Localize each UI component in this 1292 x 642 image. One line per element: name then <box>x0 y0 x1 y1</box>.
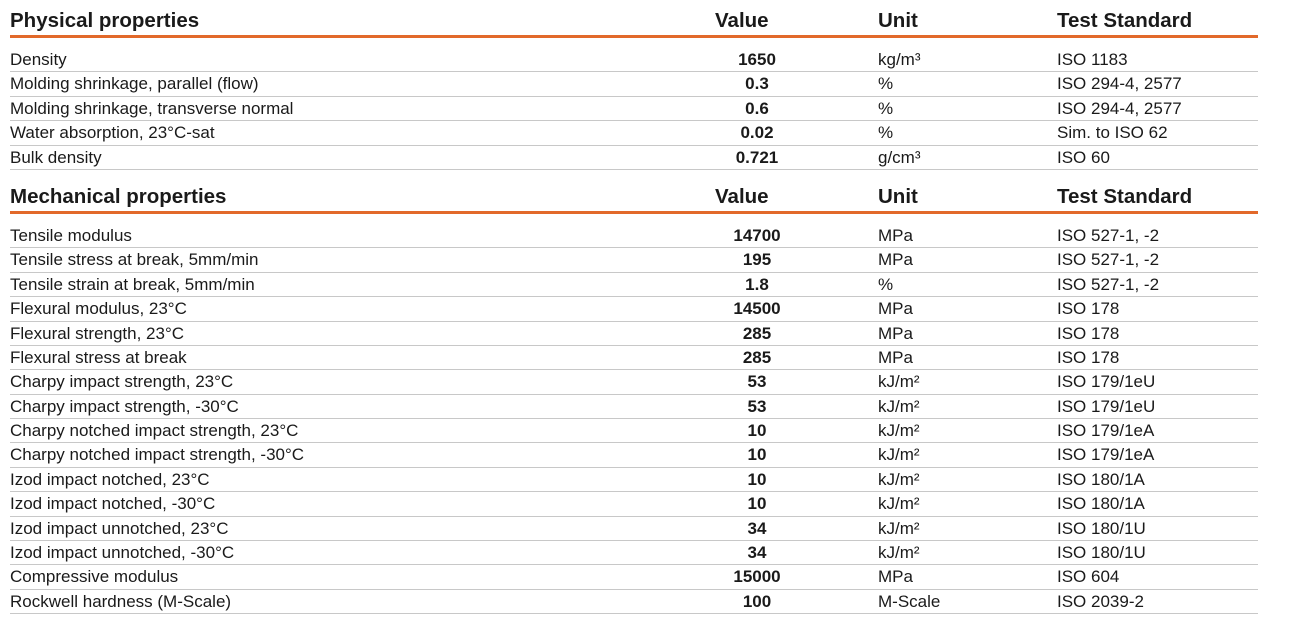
property-test-standard: ISO 527-1, -2 <box>1057 225 1160 245</box>
property-test-standard: ISO 179/1eA <box>1057 421 1155 441</box>
property-test-standard: ISO 179/1eA <box>1057 445 1155 465</box>
table-row <box>10 443 1258 467</box>
section-mechanical-properties <box>10 184 1258 614</box>
property-test-standard: ISO 178 <box>1057 299 1120 319</box>
property-name: Flexural stress at break <box>10 347 187 367</box>
property-unit: kg/m³ <box>878 50 921 69</box>
property-name: Charpy impact strength, 23°C <box>10 372 234 392</box>
property-name: Tensile modulus <box>10 225 132 245</box>
property-unit: % <box>878 123 894 143</box>
property-name: Izod impact notched, 23°C <box>10 469 210 489</box>
column-header-value: Value <box>715 9 769 32</box>
section-header <box>10 184 1258 214</box>
property-value: 34 <box>747 543 767 563</box>
section-header <box>10 8 1258 38</box>
property-name: Compressive modulus <box>10 567 179 587</box>
property-value: 53 <box>747 396 767 416</box>
table-row <box>10 395 1258 419</box>
property-rows <box>10 48 1258 170</box>
property-unit: kJ/m² <box>878 421 920 441</box>
table-row <box>10 224 1258 248</box>
property-unit: MPa <box>878 567 913 587</box>
section-title: Mechanical properties <box>10 184 227 208</box>
property-name: Flexural modulus, 23°C <box>10 299 187 319</box>
property-unit: kJ/m² <box>878 445 920 465</box>
property-unit: MPa <box>878 225 913 245</box>
property-name: Tensile strain at break, 5mm/min <box>10 274 255 294</box>
property-unit: MPa <box>878 323 913 343</box>
property-unit: kJ/m² <box>878 396 920 416</box>
table-row <box>10 48 1258 72</box>
table-row <box>10 492 1258 516</box>
table-row <box>10 370 1258 394</box>
table-row <box>10 146 1258 170</box>
table-row <box>10 97 1258 121</box>
section-title: Physical properties <box>10 9 200 32</box>
property-name: Charpy impact strength, -30°C <box>10 396 239 416</box>
property-value: 10 <box>747 469 767 489</box>
property-test-standard: ISO 179/1eU <box>1057 372 1156 392</box>
property-test-standard: ISO 179/1eU <box>1057 396 1156 416</box>
property-test-standard: Sim. to ISO 62 <box>1057 123 1168 143</box>
property-value: 15000 <box>733 567 781 587</box>
property-value: 10 <box>747 421 767 441</box>
property-rows <box>10 224 1258 614</box>
table-row <box>10 72 1258 96</box>
property-name: Molding shrinkage, transverse normal <box>10 98 294 118</box>
property-test-standard: ISO 1183 <box>1057 50 1128 69</box>
property-name: Izod impact unnotched, 23°C <box>10 518 229 538</box>
column-header-test-standard: Test Standard <box>1057 9 1193 32</box>
property-value: 0.02 <box>740 123 774 143</box>
property-test-standard: ISO 527-1, -2 <box>1057 250 1160 270</box>
table-row <box>10 248 1258 272</box>
property-unit: % <box>878 98 894 118</box>
property-unit: MPa <box>878 347 913 367</box>
property-unit: kJ/m² <box>878 494 920 514</box>
table-row <box>10 541 1258 565</box>
property-test-standard: ISO 294-4, 2577 <box>1057 74 1182 94</box>
property-value: 0.721 <box>735 147 779 167</box>
property-unit: % <box>878 274 894 294</box>
property-name: Density <box>10 50 67 69</box>
property-name: Charpy notched impact strength, 23°C <box>10 421 299 441</box>
table-row <box>10 565 1258 589</box>
column-header-value: Value <box>715 184 769 208</box>
table-row <box>10 419 1258 443</box>
property-test-standard: ISO 527-1, -2 <box>1057 274 1160 294</box>
table-row <box>10 121 1258 145</box>
property-value: 53 <box>747 372 767 392</box>
section-physical-properties <box>10 8 1258 170</box>
property-value: 0.3 <box>745 74 769 94</box>
table-row <box>10 517 1258 541</box>
property-test-standard: ISO 180/1A <box>1057 494 1145 514</box>
property-test-standard: ISO 604 <box>1057 567 1120 587</box>
column-header-unit: Unit <box>878 9 918 32</box>
property-unit: kJ/m² <box>878 469 920 489</box>
table-row <box>10 346 1258 370</box>
property-value: 195 <box>742 250 772 270</box>
property-name: Charpy notched impact strength, -30°C <box>10 445 305 465</box>
table-row <box>10 468 1258 492</box>
property-unit: MPa <box>878 299 913 319</box>
property-test-standard: ISO 60 <box>1057 147 1110 167</box>
property-value: 14500 <box>733 299 781 319</box>
property-test-standard: ISO 178 <box>1057 347 1120 367</box>
property-unit: % <box>878 74 894 94</box>
property-name: Bulk density <box>10 147 102 167</box>
property-value: 1650 <box>738 50 776 69</box>
column-header-test-standard: Test Standard <box>1057 184 1193 208</box>
property-test-standard: ISO 180/1A <box>1057 469 1145 489</box>
property-name: Izod impact unnotched, -30°C <box>10 543 235 563</box>
table-row <box>10 273 1258 297</box>
property-unit: kJ/m² <box>878 372 920 392</box>
property-value: 10 <box>747 494 767 514</box>
property-value: 34 <box>747 518 767 538</box>
property-name: Tensile stress at break, 5mm/min <box>10 250 259 270</box>
property-test-standard: ISO 180/1U <box>1057 543 1146 563</box>
property-test-standard: ISO 178 <box>1057 323 1120 343</box>
property-value: 100 <box>742 591 772 611</box>
property-value: 14700 <box>733 225 781 245</box>
property-sheet <box>10 8 1258 614</box>
property-test-standard: ISO 294-4, 2577 <box>1057 98 1182 118</box>
table-row <box>10 297 1258 321</box>
property-name: Water absorption, 23°C-sat <box>10 123 215 143</box>
property-test-standard: ISO 180/1U <box>1057 518 1146 538</box>
property-unit: g/cm³ <box>878 147 921 167</box>
table-row <box>10 322 1258 346</box>
property-name: Flexural strength, 23°C <box>10 323 185 343</box>
property-unit: kJ/m² <box>878 518 920 538</box>
property-unit: M-Scale <box>878 591 941 611</box>
column-header-unit: Unit <box>878 184 918 208</box>
property-value: 0.6 <box>745 98 769 118</box>
property-value: 1.8 <box>745 274 769 294</box>
property-value: 285 <box>742 323 772 343</box>
property-value: 10 <box>747 445 767 465</box>
table-row <box>10 590 1258 614</box>
property-name: Rockwell hardness (M-Scale) <box>10 591 232 611</box>
property-value: 285 <box>742 347 772 367</box>
property-test-standard: ISO 2039-2 <box>1057 591 1144 611</box>
property-unit: MPa <box>878 250 913 270</box>
property-name: Molding shrinkage, parallel (flow) <box>10 74 259 94</box>
property-name: Izod impact notched, -30°C <box>10 494 216 514</box>
property-unit: kJ/m² <box>878 543 920 563</box>
